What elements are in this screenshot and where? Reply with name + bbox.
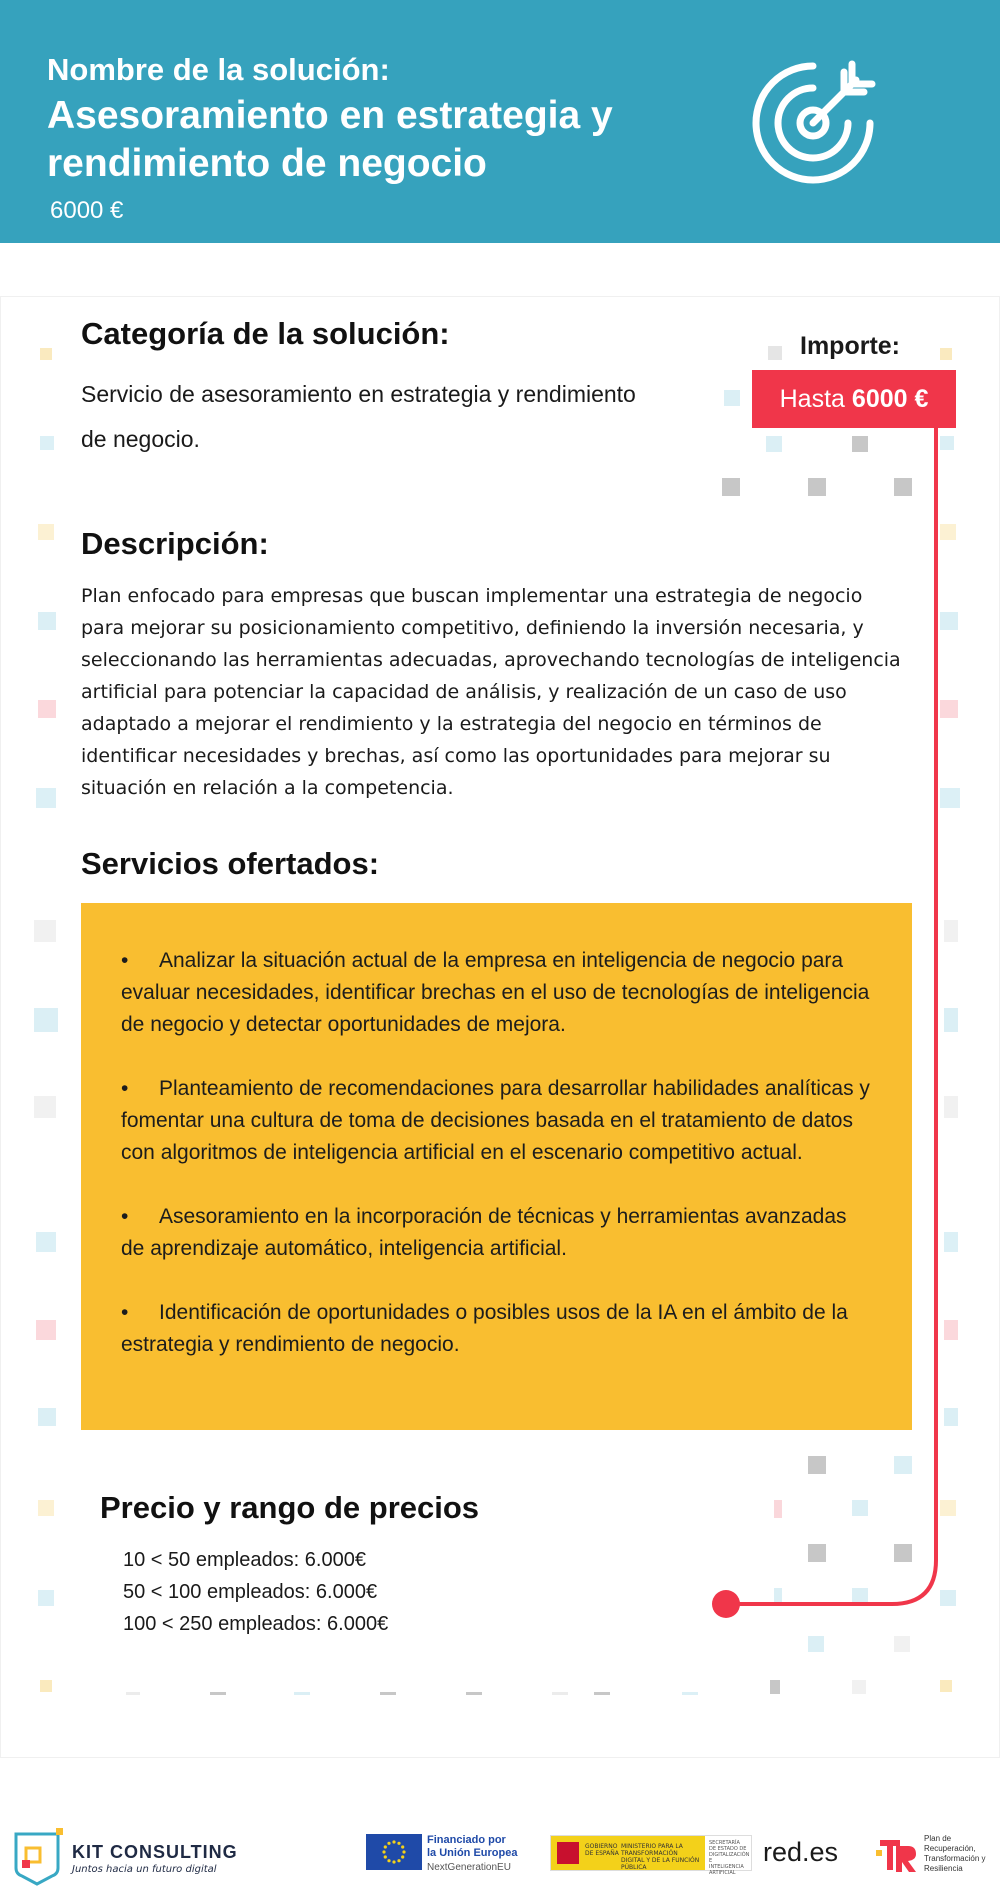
eu-funding-text: Financiado por la Unión Europea <box>427 1834 518 1859</box>
list-item: 10 < 50 empleados: 6.000€ <box>123 1549 366 1571</box>
eu-nextgen-text: NextGenerationEU <box>427 1862 511 1873</box>
services-list <box>81 903 912 1361</box>
prices-list <box>123 1544 388 1640</box>
footer-logos <box>0 1810 1000 1897</box>
bullet-icon: • <box>121 1301 129 1324</box>
services-title: Servicios ofertados: <box>81 846 380 881</box>
list-item: 100 < 250 empleados: 6.000€ <box>123 1613 389 1635</box>
solution-name-label: Nombre de la solución: <box>47 52 390 87</box>
importe-badge <box>752 370 956 428</box>
eu-flag-icon <box>366 1834 422 1870</box>
prtr-logo <box>876 1832 920 1876</box>
prtr-text: Plan de Recuperación, Transformación y Resiliencia <box>924 1834 986 1873</box>
description-title: Descripción: <box>81 526 269 561</box>
list-item: • Analizar la situación actual de la empresa en inteligencia de negocio para evaluar necesidades, identificar brechas en el uso de tecnologías de inteligencia de negocio y detectar oportunidades de mejora. <box>121 945 872 1041</box>
category-text: Servicio de asesoramiento en estrategia y rendimiento de negocio. <box>81 381 636 452</box>
importe-label: Importe: <box>800 332 900 360</box>
bullet-icon: • <box>121 949 129 972</box>
importe-amount: 6000 € <box>851 384 929 413</box>
header-price: 6000 € <box>50 197 124 224</box>
category-title: Categoría de la solución: <box>81 316 450 351</box>
description-text: Plan enfocado para empresas que buscan implementar una estrategia de negocio para mejorar su posicionamiento competitivo, definiendo la inversión necesaria, y seleccionando las herramientas adecuadas, aprovechando tecnologías de inteligencia artificial para potenciar la capacidad de análisis, y realización de un caso de uso adaptado a mejorar el rendimiento y la estrategia del negocio en términos de identificar necesidades y brechas, así como las oportunidades para mejorar su situación en relación a la competencia. <box>81 585 901 799</box>
bullet-icon: • <box>121 1205 129 1228</box>
list-item: 50 < 100 empleados: 6.000€ <box>123 1581 378 1603</box>
prices-title: Precio y rango de precios <box>100 1490 480 1525</box>
redes-logo: red.es <box>763 1837 839 1867</box>
kit-consulting-logo <box>12 1824 68 1886</box>
list-item: • Asesoramiento en la incorporación de técnicas y herramientas avanzadas de aprendizaje automático, inteligencia artificial. <box>121 1201 872 1265</box>
kit-consulting-name: KIT CONSULTING <box>72 1842 238 1862</box>
gobierno-logo: GOBIERNO DE ESPAÑA MINISTERIO PARA LA TRANSFORMACIÓN DIGITAL Y DE LA FUNCIÓN PÚBLICA SECRETARÍA DE ESTADO DE DIGITALIZACIÓN E INTELIGENCIA ARTIFICIAL <box>550 1835 752 1871</box>
list-item: • Identificación de oportunidades o posibles usos de la IA en el ámbito de la estrategia y rendimiento de negocio. <box>121 1297 872 1361</box>
bullet-icon: • <box>121 1077 129 1100</box>
importe-prefix: Hasta <box>779 384 845 413</box>
spain-shield-icon <box>557 1842 579 1864</box>
solution-title: Asesoramiento en estrategia y rendimiento de negocio <box>47 94 613 185</box>
list-item: • Planteamiento de recomendaciones para desarrollar habilidades analíticas y fomentar una cultura de toma de decisiones basada en el tratamiento de datos con algoritmos de inteligencia artificial en el escenario competitivo actual. <box>121 1073 872 1169</box>
services-box <box>81 903 912 1430</box>
kit-consulting-tagline: Juntos hacia un futuro digital <box>72 1864 217 1875</box>
